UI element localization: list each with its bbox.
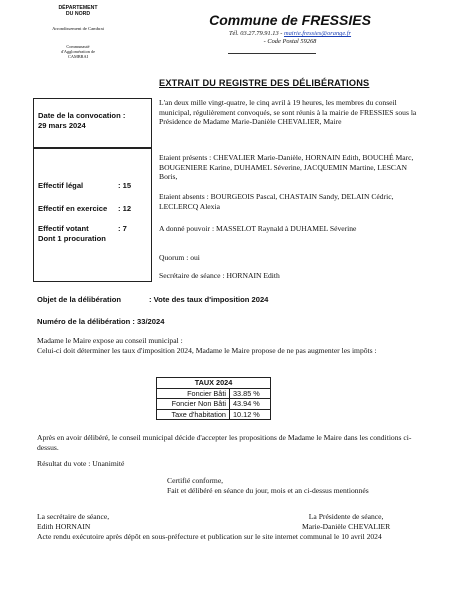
taux-label: Foncier Bâti [157, 388, 230, 399]
department-block [38, 5, 118, 17]
secretaire-text: Secrétaire de séance : HORNAIN Edith [159, 271, 280, 280]
communaute-line2: d'Agglomération de [60, 49, 96, 55]
absents-text: Etaient absents : BOURGEOIS Pascal, CHASTAIN Sandy, DELAIN Cédric, LECLERCQ Alexia [159, 192, 394, 211]
effectif-exercice-value: : 12 [118, 204, 132, 213]
taux-value: 43.94 % [230, 399, 271, 410]
pouvoir-text: A donné pouvoir : MASSELOT Raynald à DUHAMEL Séverine [159, 224, 357, 233]
phone-text: Tél. 03.27.79.91.13 - [228, 30, 283, 37]
email-link[interactable]: mairie.fressies@orange.fr [283, 30, 352, 37]
presidente-name: Marie-Danièle CHEVALIER [302, 521, 391, 531]
table-row [157, 388, 271, 399]
decision-text: Après en avoir délibéré, le conseil municipal décide d'accepter les propositions de Madame le Maire dans les conditions ci-dessus. [37, 433, 412, 452]
commune-title: Commune de FRESSIES [209, 12, 371, 28]
presidente-signature [302, 512, 390, 531]
department-line2: DU NORD [65, 11, 91, 17]
quorum-text: Quorum : oui [159, 253, 200, 262]
communaute-block [36, 44, 120, 60]
expose-line1: Madame le Maire expose au conseil municipal : [37, 336, 183, 345]
intro-paragraph: L'an deux mille vingt-quatre, le cinq avril à 19 heures, les membres du conseil municipal, régulièrement convoqués, se sont réunis à la mairie de FRESSIES sous la Présidence de Madame Marie-Danièle CHEVALIER, Maire [159, 98, 417, 127]
taux-label: Taxe d'habitation [157, 409, 230, 420]
postal-code: - Code Postal 59268 [263, 37, 317, 45]
effectif-legal-label: Effectif légal [38, 181, 84, 190]
effectif-exercice-label: Effectif en exercice [38, 204, 108, 213]
footer-text: Acte rendu exécutoire après dépôt en sous-préfecture et publication sur le site internet communal le 10 avril 2024 [37, 532, 382, 541]
table-row [157, 409, 271, 420]
taux-header-row [157, 378, 271, 389]
presents-text: Etaient présents : CHEVALIER Marie-Danièle, HORNAIN Edith, BOUCHÉ Marc, BOUGENIERE Karine, DUHAMEL Séverine, JACQUEMIN Martine, LESCAN Boris, [159, 153, 414, 182]
convocation-box [33, 98, 152, 148]
extract-title: EXTRAIT DU REGISTRE DES DÉLIBÉRATIONS [159, 78, 370, 88]
procuration-text: Dont 1 procuration [38, 234, 106, 243]
certifie-line2: Fait et délibéré en séance du jour, mois et an ci-dessus mentionnés [167, 486, 369, 495]
presidente-title: La Présidente de séance, [308, 512, 384, 521]
secretaire-signature [37, 512, 109, 531]
communaute-line1: Communauté [66, 44, 90, 49]
effectif-votant-value: : 7 [118, 224, 127, 233]
taux-table [156, 377, 271, 420]
convocation-label: Date de la convocation : [38, 111, 126, 120]
objet-label: Objet de la délibération [37, 295, 121, 304]
contact-block [170, 30, 410, 45]
certifie-line1: Certifié conforme, [167, 476, 224, 485]
numero-text: Numéro de la délibération : 33/2024 [37, 317, 165, 326]
secretaire-name: Edith HORNAIN [37, 521, 91, 531]
expose-line2: Celui-ci doit déterminer les taux d'imposition 2024, Madame le Maire propose de ne pas augmenter les impôts : [37, 346, 377, 355]
communaute-line3: CAMBRAI [67, 54, 89, 60]
taux-label: Foncier Non Bâti [157, 399, 230, 410]
arrondissement: Arrondissement de Cambrai [52, 26, 104, 31]
objet-value: : Vote des taux d'imposition 2024 [149, 295, 269, 304]
convocation-date: 29 mars 2024 [38, 121, 86, 130]
resultat-text: Résultat du vote : Unanimité [37, 459, 125, 468]
taux-value: 33.85 % [230, 388, 271, 399]
effectif-legal-value: : 15 [118, 181, 132, 190]
header-divider [228, 53, 316, 54]
table-row [157, 399, 271, 410]
effectif-votant-label: Effectif votant [38, 224, 89, 233]
taux-value: 10.12 % [230, 409, 271, 420]
taux-header: TAUX 2024 [157, 378, 271, 389]
department-line1: DÉPARTEMENT [58, 5, 98, 11]
effectif-box [33, 148, 152, 282]
secretaire-title: La secrétaire de séance, [37, 512, 110, 521]
